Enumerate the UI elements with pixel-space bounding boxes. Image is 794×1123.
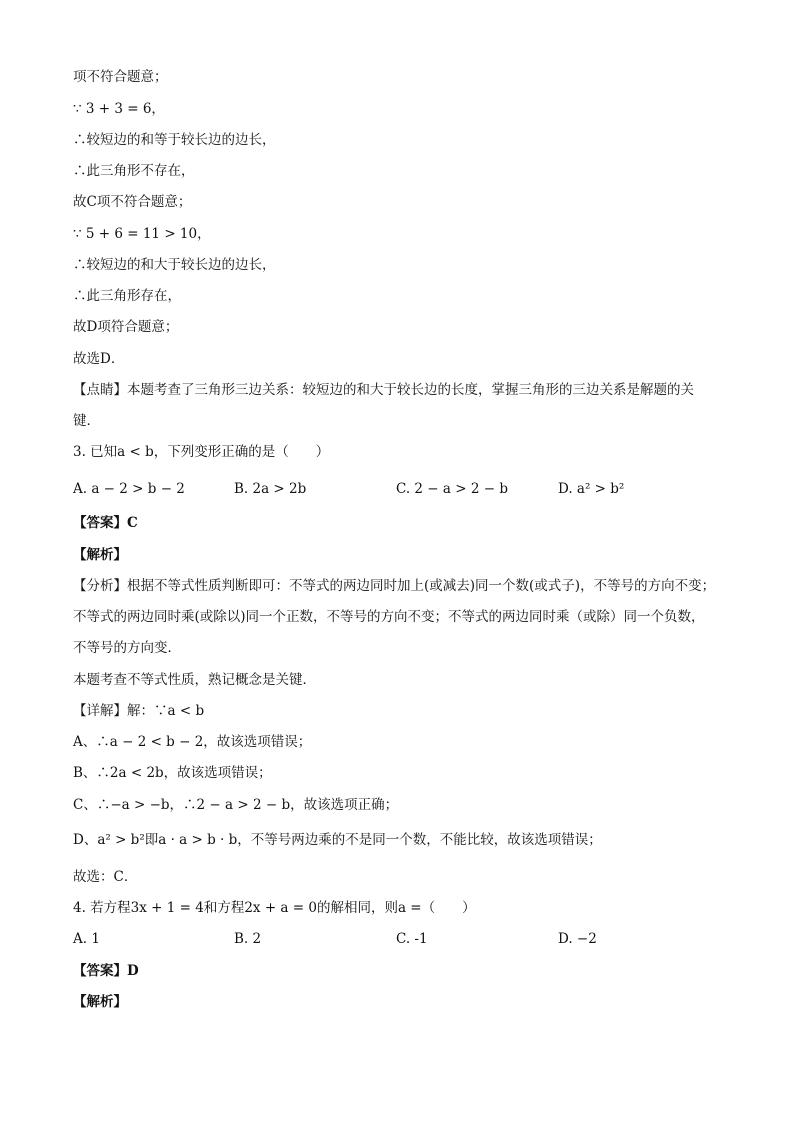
text-line: 【详解】解：∵a < b (73, 703, 205, 719)
analysis-label: 【解析】 (73, 547, 127, 563)
text-line: 不等式的两边同时乘(或除以)同一个正数，不等号的方向不变；不等式的两边同时乘（或除）同一个负数， (73, 609, 705, 625)
text-line: 键． (73, 413, 100, 429)
note-line: 【点睛】本题考查了三角形三边关系：较短边的和大于较长边的长度，掌握三角形的三边关系是解题的关 (73, 382, 694, 398)
text-line: 故C项不符合题意； (73, 194, 192, 210)
text-line: 本题考查不等式性质，熟记概念是关键． (73, 672, 316, 688)
text-line: B、∴2a < 2b，故该选项错误； (73, 765, 272, 781)
q4-option-d: D. −2 (558, 931, 597, 947)
text-line: D、a² > b²即a · a > b · b，不等号两边乘的不是同一个数，不能比较，故该选项错误； (73, 832, 602, 848)
q3-option-a: A. a − 2 > b − 2 (73, 481, 185, 497)
text-line: 【分析】根据不等式性质判断即可：不等式的两边同时加上(或减去)同一个数(或式子)，不等号的方向不变； (73, 578, 716, 594)
text-line: ∵ 3 + 3 = 6， (73, 101, 165, 117)
answer-label: 【答案】C (73, 515, 138, 531)
text-line: 不等号的方向变． (73, 640, 181, 656)
q4-option-c: C. -1 (396, 931, 428, 947)
question-3: 3. 已知a < b，下列变形正确的是（ ） (73, 444, 330, 460)
text-line: ∴较短边的和大于较长边的边长， (73, 257, 276, 273)
analysis-label: 【解析】 (73, 994, 127, 1010)
text-line: 故选：C． (73, 869, 138, 885)
answer-label: 【答案】D (73, 963, 139, 979)
q4-option-a: A. 1 (73, 931, 100, 947)
text-line: ∴较短边的和等于较长边的边长， (73, 132, 276, 148)
q3-option-d: D. a² > b² (558, 481, 625, 497)
text-line: ∴此三角形存在， (73, 288, 181, 304)
q4-option-b: B. 2 (234, 931, 262, 947)
q3-option-b: B. 2a > 2b (234, 481, 307, 497)
text-line: C、∴−a > −b，∴2 − a > 2 − b，故该选项正确； (73, 797, 399, 813)
question-4: 4. 若方程3x + 1 = 4和方程2x + a = 0的解相同，则a =（ ） (73, 900, 476, 916)
text-line: ∵ 5 + 6 = 11 > 10， (73, 226, 211, 242)
text-line: 项不符合题意； (73, 69, 168, 85)
text-line: A、∴a − 2 < b − 2，故该选项错误； (73, 734, 312, 750)
text-line: ∴此三角形不存在， (73, 163, 195, 179)
text-line: 故选D． (73, 351, 125, 367)
q3-option-c: C. 2 − a > 2 − b (396, 481, 508, 497)
text-line: 故D项符合题意； (73, 319, 179, 335)
